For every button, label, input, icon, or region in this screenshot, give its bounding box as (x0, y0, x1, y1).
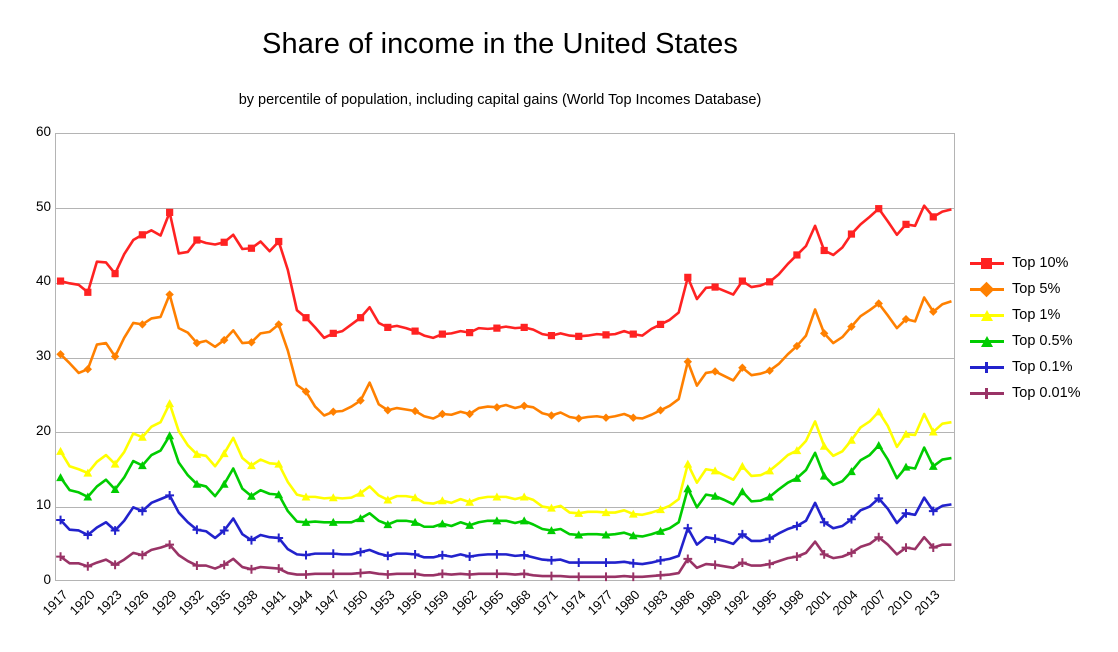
x-axis-tick-label: 1977 (584, 587, 616, 619)
series-marker (411, 550, 420, 559)
series-marker (411, 569, 420, 578)
series-marker (602, 558, 611, 567)
series-marker (738, 487, 747, 495)
series-marker (302, 551, 311, 560)
series-marker (329, 549, 338, 558)
x-axis-tick-label: 1980 (611, 587, 643, 619)
legend-swatch-icon (970, 386, 1004, 400)
series-marker (684, 274, 691, 281)
x-axis-tick-label: 1986 (666, 587, 698, 619)
x-axis-tick-label: 1968 (502, 587, 534, 619)
series-marker (84, 289, 91, 296)
legend-item[interactable] (970, 380, 1115, 406)
x-axis-tick-label: 1917 (39, 587, 71, 619)
series-marker (165, 431, 174, 439)
x-axis-tick-label: 2001 (802, 587, 834, 619)
series-marker (848, 230, 855, 237)
series-marker (547, 572, 556, 581)
x-axis-tick-label: 1944 (284, 587, 316, 619)
legend-item[interactable] (970, 302, 1115, 328)
series-marker (629, 414, 637, 422)
legend-label: Top 0.1% (1012, 359, 1073, 375)
series-marker (383, 570, 392, 579)
x-axis-tick-label: 1935 (202, 587, 234, 619)
x-axis-tick-label: 2010 (884, 587, 916, 619)
chart-title: Share of income in the United States (262, 28, 738, 60)
series-marker (193, 561, 202, 570)
series-marker (683, 484, 692, 492)
x-axis-tick-label: 1920 (66, 587, 98, 619)
series-marker (629, 572, 638, 581)
series-marker (821, 247, 828, 254)
series-marker (656, 556, 665, 565)
legend-swatch-icon (970, 282, 1004, 296)
series-marker (520, 569, 529, 578)
y-axis-tick-label: 40 (35, 273, 51, 289)
series-marker (874, 407, 883, 415)
y-axis-tick-label: 50 (35, 198, 51, 214)
series-marker (302, 570, 311, 579)
series-marker (165, 290, 173, 298)
series-2 (56, 290, 951, 422)
y-axis-tick-label: 0 (43, 572, 51, 587)
series-marker (820, 442, 829, 450)
series-marker (465, 552, 474, 561)
legend-label: Top 1% (1012, 307, 1061, 323)
legend-item[interactable] (970, 328, 1115, 354)
series-marker (83, 562, 92, 571)
x-axis-tick-label: 1974 (557, 587, 589, 619)
x-axis-tick-label: 1950 (339, 587, 371, 619)
x-axis-tick-label: 1989 (693, 587, 725, 619)
series-marker (221, 239, 228, 246)
series-marker (548, 332, 555, 339)
series-marker (711, 283, 718, 290)
legend-item[interactable] (970, 250, 1115, 276)
y-axis-tick-label: 10 (35, 497, 51, 513)
x-axis-tick-label: 1929 (148, 587, 180, 619)
series-marker (793, 251, 800, 258)
series-marker (165, 399, 174, 407)
x-axis-tick-label: 1926 (120, 587, 152, 619)
series-marker (738, 462, 747, 470)
x-axis-tick-label: 1947 (311, 587, 343, 619)
series-marker (302, 314, 309, 321)
series-marker (711, 367, 719, 375)
series-marker (438, 569, 447, 578)
x-axis-tick-label: 1983 (639, 587, 671, 619)
legend-swatch-icon (970, 334, 1004, 348)
series-marker (765, 560, 774, 569)
series-marker (248, 245, 255, 252)
series-marker (930, 213, 937, 220)
y-axis-tick-label: 20 (35, 422, 51, 438)
series-marker (574, 558, 583, 567)
x-axis-tick-label: 1932 (175, 587, 207, 619)
legend (970, 250, 1115, 406)
legend-label: Top 0.01% (1012, 385, 1081, 401)
series-marker (793, 552, 802, 561)
series-marker (575, 333, 582, 340)
series-marker (602, 414, 610, 422)
legend-label: Top 5% (1012, 281, 1061, 297)
series-marker (466, 329, 473, 336)
x-axis-tick-label: 1956 (393, 587, 425, 619)
series-marker (547, 556, 556, 565)
series-marker (247, 565, 256, 574)
legend-item[interactable] (970, 354, 1115, 380)
series-marker (547, 411, 555, 419)
series-marker (275, 238, 282, 245)
series-marker (493, 325, 500, 332)
series-marker (438, 410, 446, 418)
series-marker (630, 331, 637, 338)
series-marker (384, 324, 391, 331)
series-marker (602, 572, 611, 581)
series-marker (875, 205, 882, 212)
series-marker (629, 559, 638, 568)
y-axis-tick-label: 30 (35, 348, 51, 363)
series-marker (493, 550, 502, 559)
series-marker (330, 330, 337, 337)
series-marker (84, 365, 92, 373)
series-marker (656, 571, 665, 580)
plot-area (55, 133, 955, 581)
x-axis-tick-label: 2004 (830, 587, 862, 619)
series-line (61, 537, 952, 577)
series-6 (56, 533, 951, 581)
x-axis-tick-label: 1992 (720, 587, 752, 619)
series-5 (56, 491, 951, 568)
series-marker (520, 551, 529, 560)
series-marker (874, 441, 883, 449)
legend-label: Top 10% (1012, 255, 1069, 271)
x-axis-tick-label: 1923 (93, 587, 125, 619)
series-marker (356, 569, 365, 578)
x-axis-tick-label: 1965 (475, 587, 507, 619)
series-marker (438, 551, 447, 560)
series-marker (274, 564, 283, 573)
legend-swatch-icon (970, 308, 1004, 322)
legend-label: Top 0.5% (1012, 333, 1073, 349)
x-axis-tick-label: 1995 (748, 587, 780, 619)
legend-swatch-icon (970, 360, 1004, 374)
series-marker (574, 572, 583, 581)
series-marker (521, 324, 528, 331)
legend-swatch-icon (970, 256, 1004, 270)
series-marker (439, 331, 446, 338)
series-marker (766, 278, 773, 285)
series-marker (656, 406, 664, 414)
series-marker (711, 560, 720, 569)
x-axis-tick-label: 1962 (448, 587, 480, 619)
series-marker (465, 570, 474, 579)
y-axis-tick-label: 60 (35, 124, 51, 139)
series-marker (493, 569, 502, 578)
series-marker (56, 473, 65, 481)
series-marker (575, 414, 583, 422)
series-marker (684, 358, 692, 366)
series-marker (356, 548, 365, 557)
chart-subtitle: by percentile of population, including capital gains (World Top Incomes Database) (238, 92, 762, 108)
x-axis-tick-label: 1998 (775, 587, 807, 619)
x-axis-tick-label: 1941 (257, 587, 289, 619)
legend-item[interactable] (970, 276, 1115, 302)
series-marker (902, 221, 909, 228)
x-axis-tick-label: 1959 (420, 587, 452, 619)
series-marker (820, 472, 829, 480)
series-marker (520, 402, 528, 410)
x-axis-tick-label: 1953 (366, 587, 398, 619)
series-marker (329, 408, 337, 416)
series-lines (56, 134, 956, 582)
series-marker (493, 403, 501, 411)
series-marker (739, 277, 746, 284)
series-marker (57, 277, 64, 284)
series-1 (57, 205, 952, 340)
x-axis-tick-label: 1938 (230, 587, 262, 619)
series-marker (357, 314, 364, 321)
series-marker (329, 569, 338, 578)
series-marker (411, 328, 418, 335)
series-marker (193, 236, 200, 243)
x-axis-tick-label: 1971 (530, 587, 562, 619)
series-marker (166, 209, 173, 216)
series-line (61, 295, 952, 419)
series-marker (111, 270, 118, 277)
x-axis-tick-label: 2007 (857, 587, 889, 619)
series-marker (683, 460, 692, 468)
series-marker (602, 331, 609, 338)
x-axis-tick-label: 2013 (911, 587, 943, 619)
series-marker (139, 231, 146, 238)
series-marker (657, 321, 664, 328)
series-marker (383, 551, 392, 560)
series-marker (56, 447, 65, 455)
series-marker (711, 534, 720, 543)
